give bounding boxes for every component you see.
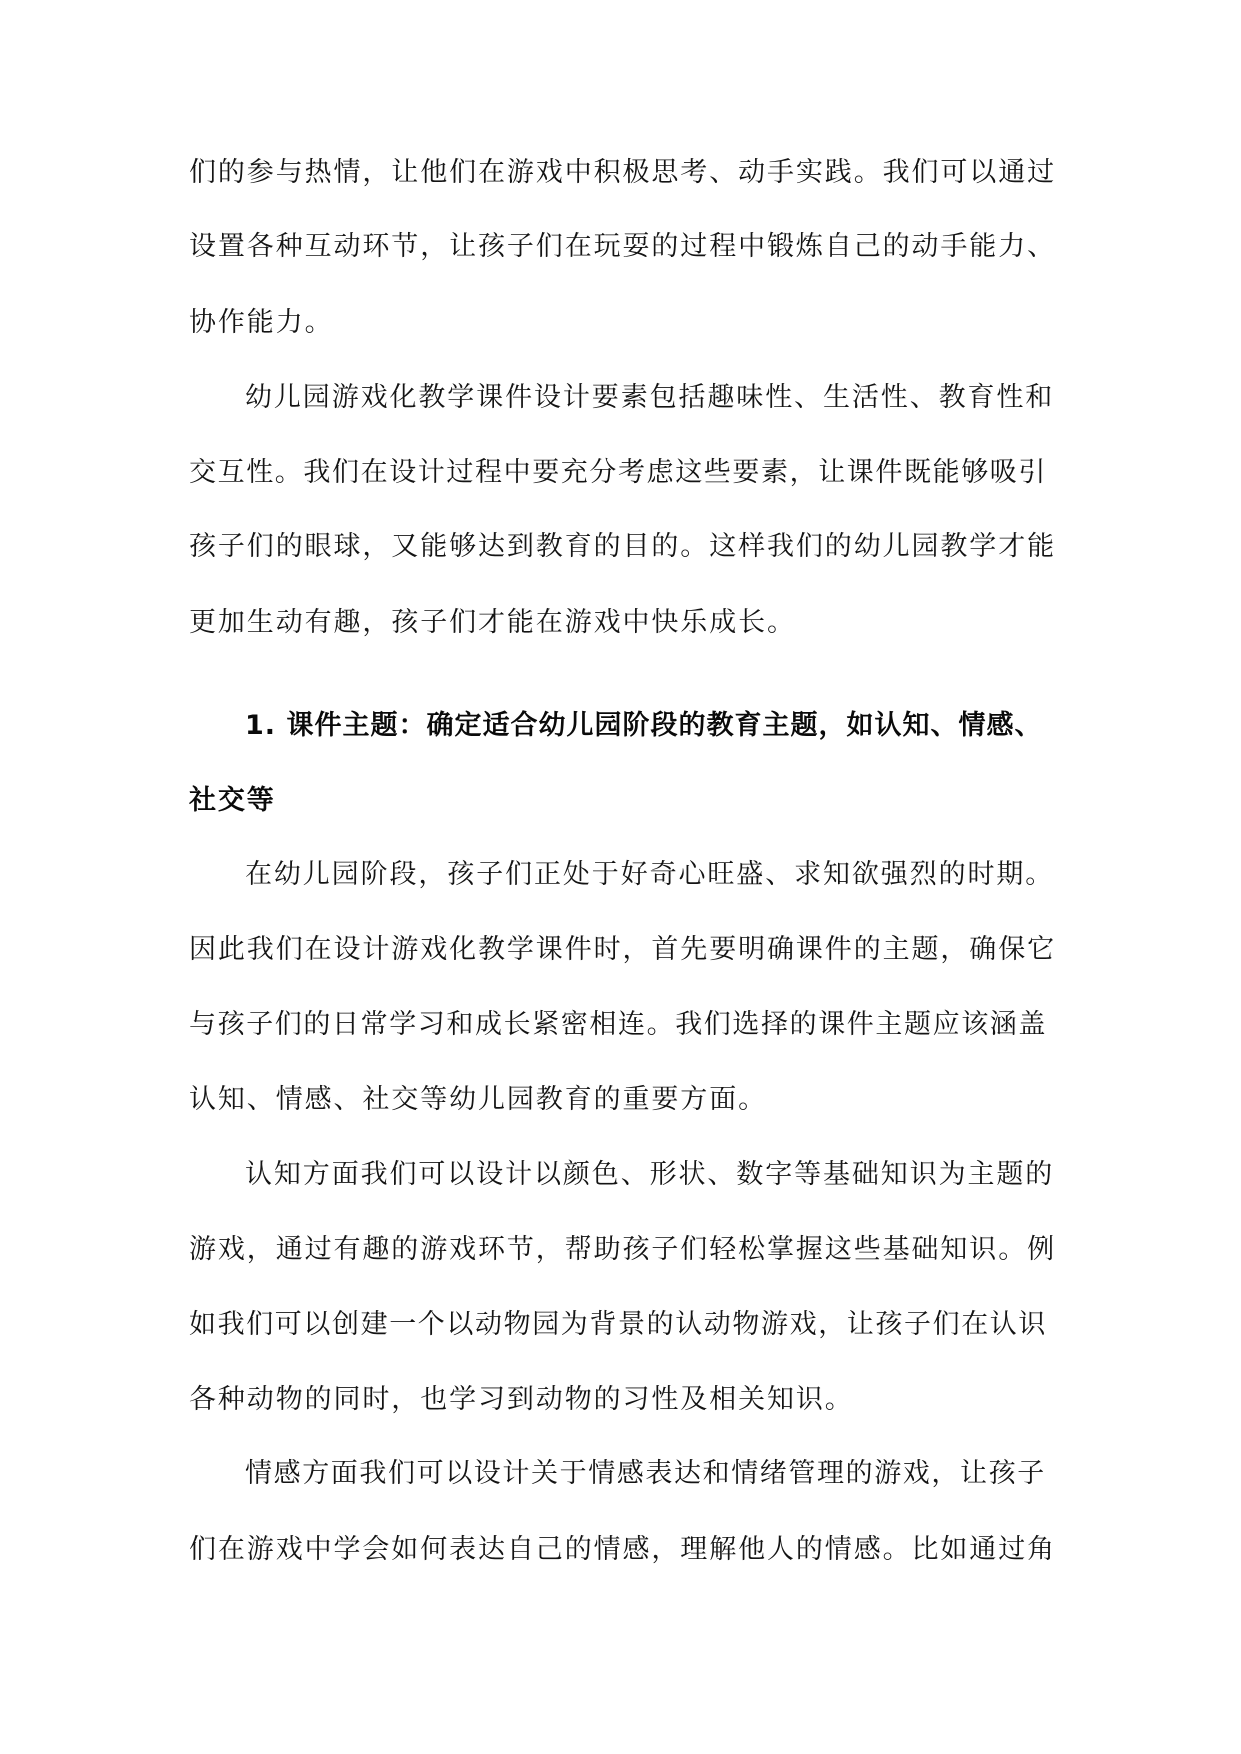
text-line: 与孩子们的日常学习和成长紧密相连。我们选择的课件主题应该涵盖	[189, 1009, 1047, 1040]
heading-line: 社交等	[189, 785, 276, 816]
text-line: 们的参与热情，让他们在游戏中积极思考、动手实践。我们可以通过	[189, 157, 1056, 188]
text-line: 游戏，通过有趣的游戏环节，帮助孩子们轻松掌握这些基础知识。例	[189, 1234, 1056, 1265]
text-line: 交互性。我们在设计过程中要充分考虑这些要素，让课件既能够吸引	[189, 457, 1047, 488]
text-line: 协作能力。	[189, 307, 334, 338]
text-line: 如我们可以创建一个以动物园为背景的认动物游戏，让孩子们在认识	[189, 1309, 1047, 1340]
text-line: 在幼儿园阶段，孩子们正处于好奇心旺盛、求知欲强烈的时期。	[245, 859, 1055, 890]
text-line: 设置各种互动环节，让孩子们在玩耍的过程中锻炼自己的动手能力、	[189, 231, 1056, 262]
text-line: 们在游戏中学会如何表达自己的情感，理解他人的情感。比如通过角	[189, 1534, 1056, 1565]
text-line: 情感方面我们可以设计关于情感表达和情绪管理的游戏，让孩子	[245, 1458, 1046, 1489]
heading-line: 1. 课件主题：确定适合幼儿园阶段的教育主题，如认知、情感、	[245, 710, 1043, 741]
text-line: 更加生动有趣，孩子们才能在游戏中快乐成长。	[189, 607, 796, 638]
text-line: 因此我们在设计游戏化教学课件时，首先要明确课件的主题，确保它	[189, 934, 1056, 965]
text-line: 孩子们的眼球，又能够达到教育的目的。这样我们的幼儿园教学才能	[189, 531, 1056, 562]
text-line: 认知方面我们可以设计以颜色、形状、数字等基础知识为主题的	[245, 1159, 1055, 1190]
text-line: 各种动物的同时，也学习到动物的习性及相关知识。	[189, 1384, 854, 1415]
text-line: 幼儿园游戏化教学课件设计要素包括趣味性、生活性、教育性和	[245, 382, 1055, 413]
text-line: 认知、情感、社交等幼儿园教育的重要方面。	[189, 1084, 767, 1115]
